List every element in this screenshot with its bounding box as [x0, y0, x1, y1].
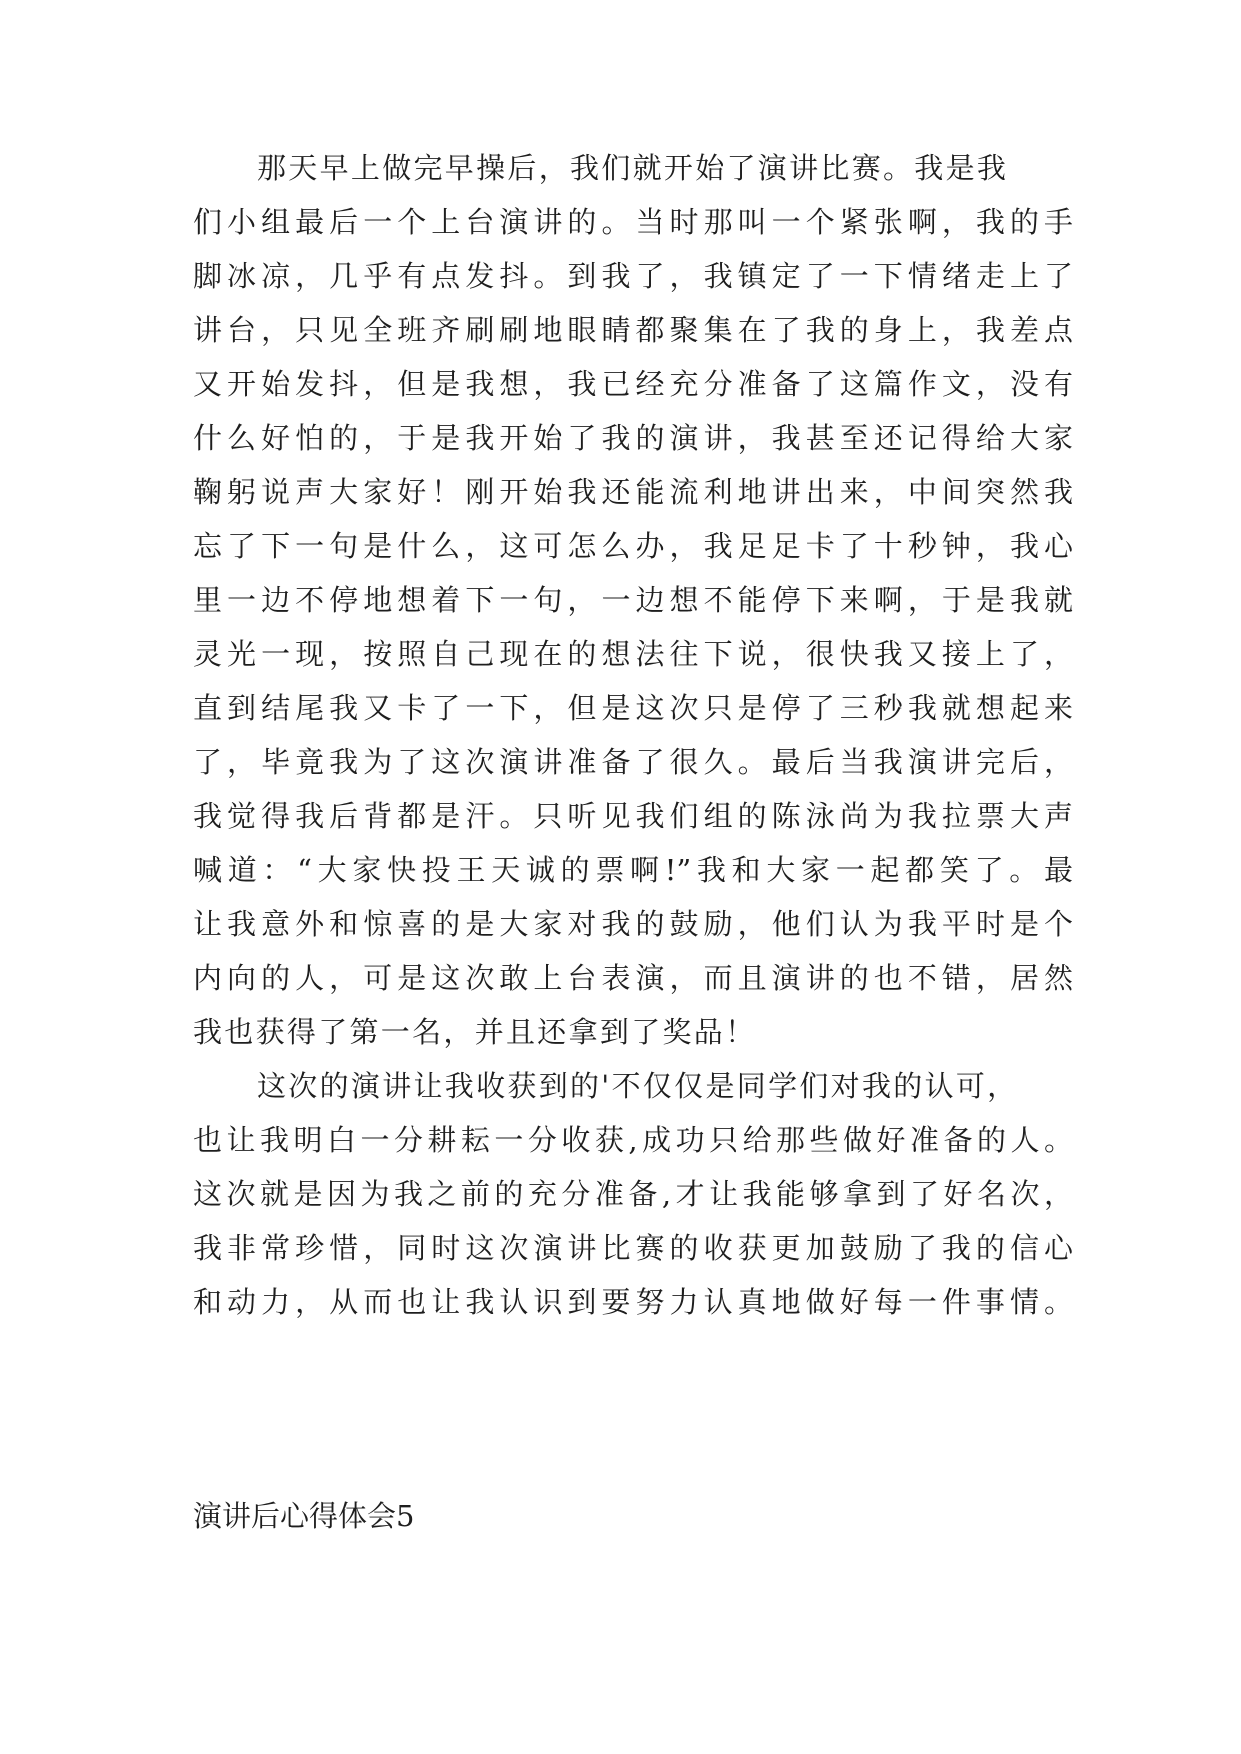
- section-heading: 演讲后心得体会5: [193, 1499, 415, 1533]
- paragraph-line: 我非常珍惜，同时这次演讲比赛的收获更加鼓励了我的信心: [193, 1231, 1073, 1265]
- paragraph-line: 又开始发抖，但是我想，我已经充分准备了这篇作文，没有: [193, 367, 1073, 401]
- paragraph-line: 内向的人，可是这次敢上台表演，而且演讲的也不错，居然: [193, 961, 1073, 995]
- paragraph-line: 我觉得我后背都是汗。只听见我们组的陈泳尚为我拉票大声: [193, 799, 1073, 833]
- paragraph-line: 这次就是因为我之前的充分准备,才让我能够拿到了好名次，: [193, 1177, 1073, 1211]
- paragraph-line: 什么好怕的，于是我开始了我的演讲，我甚至还记得给大家: [193, 421, 1073, 455]
- paragraph-line: 忘了下一句是什么，这可怎么办，我足足卡了十秒钟，我心: [193, 529, 1073, 563]
- paragraph-line: 和动力，从而也让我认识到要努力认真地做好每一件事情。: [193, 1285, 1073, 1319]
- paragraph-line: 灵光一现，按照自己现在的想法往下说，很快我又接上了，: [193, 637, 1073, 671]
- paragraph-line: 们小组最后一个上台演讲的。当时那叫一个紧张啊，我的手: [193, 205, 1073, 239]
- paragraph-line: 这次的演讲让我收获到的'不仅仅是同学们对我的认可，: [257, 1069, 1019, 1103]
- paragraph-line: 也让我明白一分耕耘一分收获,成功只给那些做好准备的人。: [193, 1123, 1073, 1157]
- paragraph-line: 那天早上做完早操后，我们就开始了演讲比赛。我是我: [257, 151, 1009, 185]
- paragraph-line: 喊道：“大家快投王天诚的票啊!”我和大家一起都笑了。最: [193, 853, 1073, 887]
- paragraph-line: 脚冰凉，几乎有点发抖。到我了，我镇定了一下情绪走上了: [193, 259, 1073, 293]
- paragraph-line: 了，毕竟我为了这次演讲准备了很久。最后当我演讲完后，: [193, 745, 1073, 779]
- paragraph-line: 讲台，只见全班齐刷刷地眼睛都聚集在了我的身上，我差点: [193, 313, 1073, 347]
- paragraph-line: 直到结尾我又卡了一下，但是这次只是停了三秒我就想起来: [193, 691, 1073, 725]
- paragraph-line: 里一边不停地想着下一句，一边想不能停下来啊，于是我就: [193, 583, 1073, 617]
- paragraph-line: 让我意外和惊喜的是大家对我的鼓励，他们认为我平时是个: [193, 907, 1073, 941]
- paragraph-line: 我也获得了第一名，并且还拿到了奖品！: [193, 1015, 757, 1049]
- paragraph-line: 鞠躬说声大家好！刚开始我还能流利地讲出来，中间突然我: [193, 475, 1073, 509]
